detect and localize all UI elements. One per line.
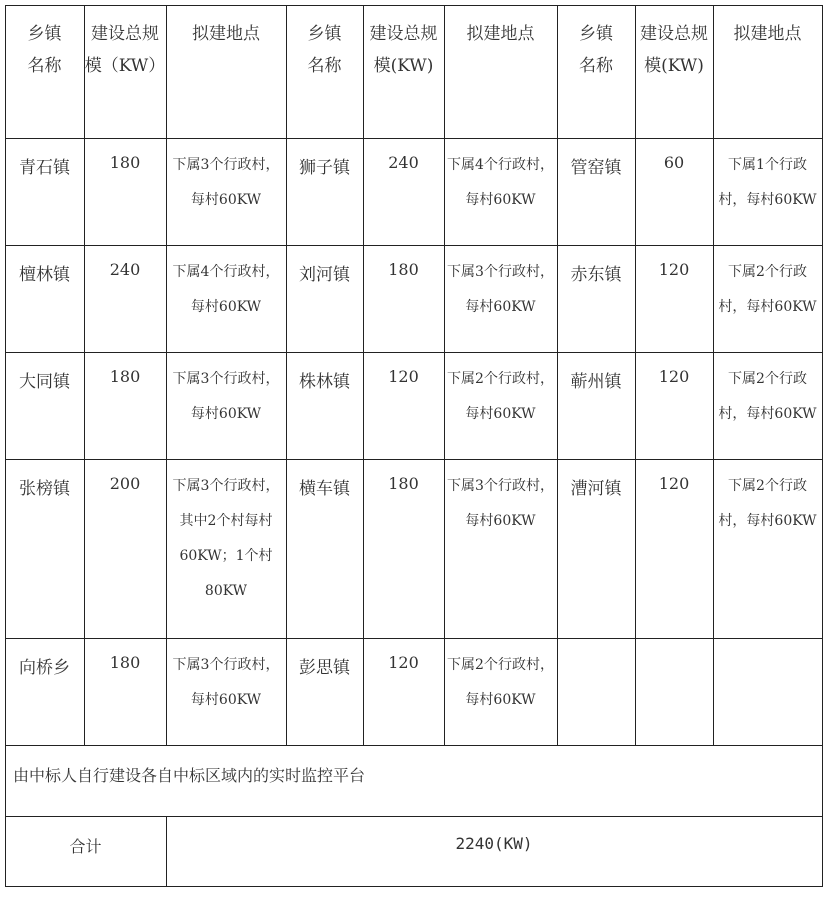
scale-cell: 180 <box>388 474 419 493</box>
table-rule <box>166 5 167 745</box>
table-rule <box>5 138 823 139</box>
scale-cell <box>635 638 713 745</box>
location-cell: 下属2个行政村，每村60KW <box>447 371 554 422</box>
table-rule <box>822 745 823 887</box>
location-cell: 下属1个行政村，每村60KW <box>718 157 817 208</box>
location-cell: 下属3个行政村，其中2个村每村60KW；1个村80KW <box>172 478 280 599</box>
table-rule <box>5 638 823 639</box>
town-name-cell: 彭思镇 <box>299 658 350 678</box>
scale-cell: 180 <box>109 153 141 172</box>
scale-cell: 180 <box>109 367 141 386</box>
table-rule <box>557 5 558 745</box>
scale-cell: 240 <box>388 153 419 172</box>
total-label: 合计 <box>69 837 102 856</box>
location-cell: 下属3个行政村，每村60KW <box>172 657 280 708</box>
table-rule <box>363 5 364 745</box>
header-build-scale: 建设总规 模（KW） <box>84 24 166 76</box>
town-name-cell: 青石镇 <box>19 158 70 178</box>
town-name-cell: 管窑镇 <box>570 158 622 178</box>
table-rule <box>444 5 445 745</box>
header-location: 拟建地点 <box>192 24 260 44</box>
town-name-cell: 株林镇 <box>299 372 350 392</box>
table-rule <box>5 245 823 246</box>
town-name-cell: 漕河镇 <box>570 479 622 499</box>
table-rule <box>5 745 6 887</box>
table-rule <box>84 5 85 745</box>
location-cell: 下属3个行政村，每村60KW <box>172 371 280 422</box>
note-row: 由中标人自行建设各自中标区域内的实时监控平台 <box>13 766 366 785</box>
table-rule <box>5 816 823 817</box>
header-location: 拟建地点 <box>733 24 802 44</box>
town-name-cell: 大同镇 <box>19 372 70 392</box>
header-build-scale: 建设总规 模(KW) <box>369 24 438 76</box>
location-cell <box>713 638 822 745</box>
town-name-cell: 刘河镇 <box>299 265 350 285</box>
town-name-cell <box>557 638 635 745</box>
scale-cell: 200 <box>109 474 141 493</box>
town-name-cell: 檀林镇 <box>19 265 70 285</box>
scale-cell: 120 <box>658 260 690 279</box>
scale-cell: 180 <box>109 653 141 672</box>
town-name-cell: 狮子镇 <box>299 158 350 178</box>
scale-cell: 120 <box>658 474 690 493</box>
location-cell: 下属3个行政村，每村60KW <box>172 157 280 208</box>
header-town-name: 乡镇 名称 <box>579 24 613 76</box>
scale-cell: 120 <box>658 367 690 386</box>
location-cell: 下属3个行政村，每村60KW <box>447 264 554 315</box>
table-rule <box>635 5 636 745</box>
header-town-name: 乡镇 名称 <box>307 24 342 76</box>
scale-cell: 120 <box>388 653 419 672</box>
town-name-cell: 蕲州镇 <box>570 372 622 392</box>
location-cell: 下属2个行政村，每村60KW <box>718 264 817 315</box>
scale-cell: 240 <box>109 260 141 279</box>
location-cell: 下属2个行政村，每村60KW <box>718 371 817 422</box>
table-rule <box>166 816 167 886</box>
town-name-cell: 向桥乡 <box>19 658 70 678</box>
table-rule <box>822 5 823 745</box>
table-rule <box>286 5 287 745</box>
scale-cell: 60 <box>663 153 685 172</box>
town-name-cell: 赤东镇 <box>570 265 622 285</box>
location-cell: 下属3个行政村，每村60KW <box>447 478 554 529</box>
table-rule <box>5 745 823 746</box>
table-rule <box>5 5 823 6</box>
header-build-scale: 建设总规 模(KW) <box>640 24 708 76</box>
table-rule <box>713 5 714 745</box>
header-location: 拟建地点 <box>466 24 535 44</box>
scale-cell: 180 <box>388 260 419 279</box>
table-rule <box>5 459 823 460</box>
location-cell: 下属4个行政村，每村60KW <box>447 157 554 208</box>
total-value: 2240(KW) <box>455 834 533 853</box>
table-rule <box>5 5 6 745</box>
town-name-cell: 横车镇 <box>299 479 350 499</box>
scale-cell: 120 <box>388 367 419 386</box>
location-cell: 下属4个行政村，每村60KW <box>172 264 280 315</box>
table-rule <box>5 886 823 887</box>
location-cell: 下属2个行政村，每村60KW <box>447 657 554 708</box>
table-rule <box>5 352 823 353</box>
header-town-name: 乡镇 名称 <box>27 24 62 76</box>
town-name-cell: 张榜镇 <box>19 479 70 499</box>
location-cell: 下属2个行政村，每村60KW <box>718 478 817 529</box>
